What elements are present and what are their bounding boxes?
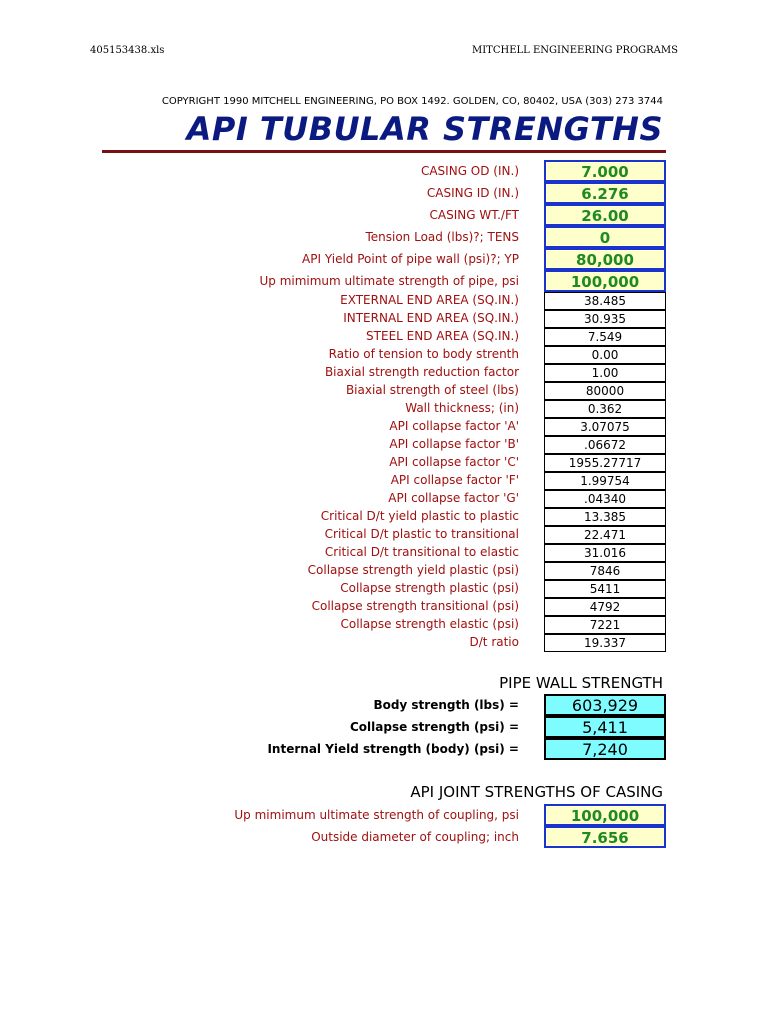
tension-load-label: Tension Load (lbs)?; TENS <box>365 230 519 244</box>
coupling-strength-label: Up mimimum ultimate strength of coupling, psi <box>234 808 519 822</box>
copyright-notice: COPYRIGHT 1990 MITCHELL ENGINEERING, PO BOX 1492. GOLDEN, CO, 80402, USA (303) 273 3744 <box>161 96 663 107</box>
calc-value[interactable]: 1.99754 <box>544 472 666 490</box>
yield-point-label: API Yield Point of pipe wall (psi)?; YP <box>302 252 519 266</box>
calc-value[interactable]: 1.00 <box>544 364 666 382</box>
casing-weight-label: CASING WT./FT <box>429 208 519 222</box>
collapse-strength-value[interactable]: 5,411 <box>544 716 666 738</box>
body-strength-label: Body strength (lbs) = <box>373 698 519 712</box>
calc-value[interactable]: 30.935 <box>544 310 666 328</box>
calc-value[interactable]: 80000 <box>544 382 666 400</box>
calc-label: Wall thickness; (in) <box>405 401 519 415</box>
coupling-od-label: Outside diameter of coupling; inch <box>311 830 519 844</box>
calc-label: Collapse strength plastic (psi) <box>340 581 519 595</box>
calc-label: API collapse factor 'C' <box>389 455 519 469</box>
calc-value[interactable]: .06672 <box>544 436 666 454</box>
pipe-wall-heading: PIPE WALL STRENGTH <box>499 674 663 692</box>
file-name: 405153438.xls <box>90 45 165 56</box>
calc-value[interactable]: 19.337 <box>544 634 666 652</box>
calc-label: EXTERNAL END AREA (SQ.IN.) <box>340 293 519 307</box>
casing-od-label: CASING OD (IN.) <box>420 164 519 178</box>
joint-strength-heading: API JOINT STRENGTHS OF CASING <box>410 783 663 801</box>
calc-label: Ratio of tension to body strenth <box>328 347 519 361</box>
calc-label: Critical D/t yield plastic to plastic <box>320 509 519 523</box>
calc-label: API collapse factor 'B' <box>389 437 519 451</box>
casing-od-input[interactable]: 7.000 <box>544 160 666 182</box>
calc-value[interactable]: 7846 <box>544 562 666 580</box>
casing-id-input[interactable]: 6.276 <box>544 182 666 204</box>
calc-value[interactable]: 7.549 <box>544 328 666 346</box>
company-name: MITCHELL ENGINEERING PROGRAMS <box>471 45 678 56</box>
calc-label: Biaxial strength of steel (lbs) <box>345 383 519 397</box>
page-title: API TUBULAR STRENGTHS <box>186 110 663 148</box>
calc-value[interactable]: 31.016 <box>544 544 666 562</box>
calc-value[interactable]: 1955.27717 <box>544 454 666 472</box>
coupling-od-input[interactable]: 7.656 <box>544 826 666 848</box>
calc-label: Critical D/t plastic to transitional <box>324 527 519 541</box>
tension-load-input[interactable]: 0 <box>544 226 666 248</box>
calc-label: API collapse factor 'F' <box>390 473 519 487</box>
calc-label: Collapse strength yield plastic (psi) <box>307 563 519 577</box>
body-strength-value[interactable]: 603,929 <box>544 694 666 716</box>
casing-weight-input[interactable]: 26.00 <box>544 204 666 226</box>
calc-label: Collapse strength elastic (psi) <box>340 617 519 631</box>
calc-value[interactable]: 4792 <box>544 598 666 616</box>
calc-value[interactable]: .04340 <box>544 490 666 508</box>
title-divider <box>102 150 666 153</box>
internal-yield-value[interactable]: 7,240 <box>544 738 666 760</box>
ultimate-strength-input[interactable]: 100,000 <box>544 270 666 292</box>
calc-label: INTERNAL END AREA (SQ.IN.) <box>343 311 519 325</box>
calc-label: API collapse factor 'A' <box>389 419 519 433</box>
calc-value[interactable]: 0.00 <box>544 346 666 364</box>
collapse-strength-label: Collapse strength (psi) = <box>350 720 519 734</box>
calc-label: Biaxial strength reduction factor <box>324 365 519 379</box>
yield-point-input[interactable]: 80,000 <box>544 248 666 270</box>
ultimate-strength-label: Up mimimum ultimate strength of pipe, psi <box>259 274 519 288</box>
calc-label: Collapse strength transitional (psi) <box>311 599 519 613</box>
calc-label: D/t ratio <box>469 635 519 649</box>
calc-value[interactable]: 13.385 <box>544 508 666 526</box>
calc-value[interactable]: 5411 <box>544 580 666 598</box>
calc-value[interactable]: 3.07075 <box>544 418 666 436</box>
calc-label: Critical D/t transitional to elastic <box>324 545 519 559</box>
casing-id-label: CASING ID (IN.) <box>426 186 519 200</box>
calc-value[interactable]: 22.471 <box>544 526 666 544</box>
coupling-strength-input[interactable]: 100,000 <box>544 804 666 826</box>
calc-value[interactable]: 38.485 <box>544 292 666 310</box>
calc-label: STEEL END AREA (SQ.IN.) <box>366 329 519 343</box>
internal-yield-label: Internal Yield strength (body) (psi) = <box>267 742 519 756</box>
calc-value[interactable]: 0.362 <box>544 400 666 418</box>
calc-value[interactable]: 7221 <box>544 616 666 634</box>
calc-label: API collapse factor 'G' <box>388 491 519 505</box>
